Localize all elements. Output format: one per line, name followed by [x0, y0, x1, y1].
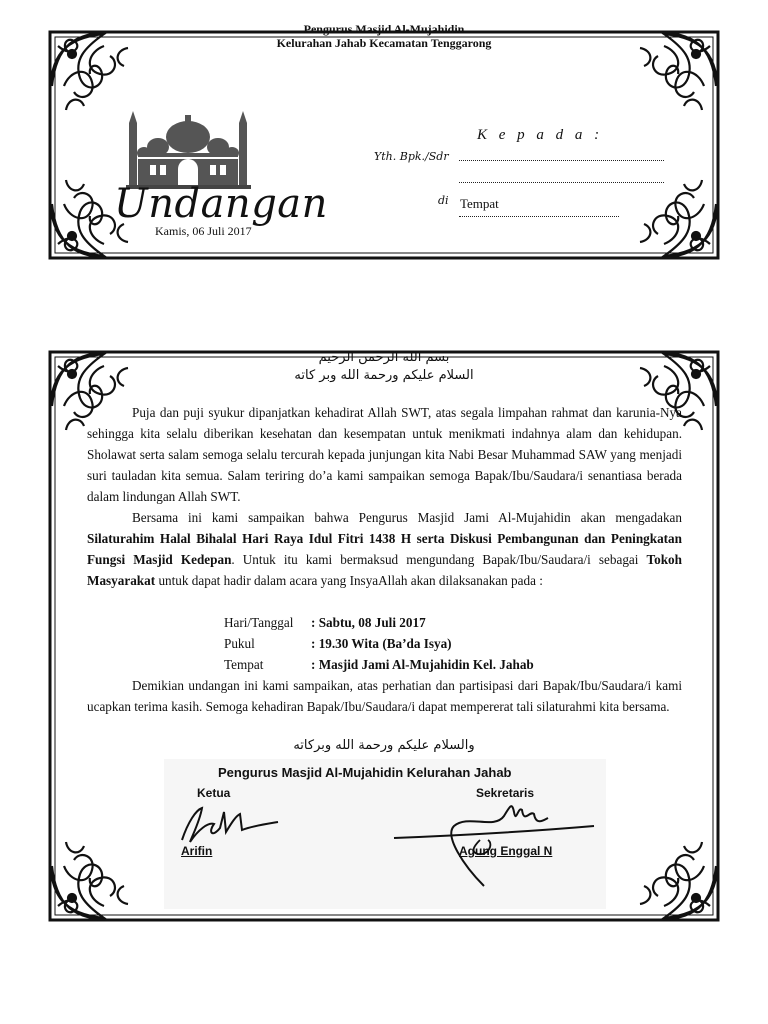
detail-row [224, 612, 534, 633]
tempat-line [459, 206, 619, 217]
announcement-end: untuk dapat hadir dalam acara yang InsyaAllah akan dilaksanakan pada : [155, 573, 543, 588]
detail-row [224, 633, 534, 654]
envelope-header-org: Pengurus Masjid Al-Mujahidin [303, 22, 465, 36]
detail-label: Pukul [224, 636, 255, 651]
detail-value: : Masjid Jami Al-Mujahidin Kel. Jahab [311, 657, 534, 672]
event-details [224, 612, 534, 675]
secretary-role: Sekretaris [476, 786, 535, 800]
chairman-signature [174, 802, 284, 847]
letter-card [44, 346, 724, 926]
salam-opening: السلام عليكم ورحمة الله وبر كاته [294, 368, 474, 383]
letter-closing [87, 675, 682, 717]
envelope-date: Kamis, 06 Juli 2017 [155, 224, 252, 238]
chairman-name: Arifin [181, 844, 213, 858]
detail-label: Hari/Tanggal [224, 615, 294, 630]
paragraph-announcement [87, 507, 682, 591]
announcement-intro: Bersama ini kami sampaikan bahwa Pengurus Masjid Jami Al-Mujahidin akan mengadakan [132, 510, 682, 525]
di-label: di [438, 194, 449, 207]
kepada-label: K e p a d a : [477, 127, 604, 143]
recipient-line-1 [459, 150, 664, 161]
secretary-name: Agung Enggal N [459, 844, 553, 858]
tempat-field: Tempat [460, 196, 499, 211]
paragraph-opening: Puja dan puji syukur dipanjatkan kehadirat Allah SWT, atas segala limpahan rahmat dan karunia-Nya sehingga kita selalu diberikan kesehatan dan kesempatan untuk menikmati indahnya alam dan kehidupan. Sholawat serta salam semoga selalu tercurah kepada junjungan kita Nabi Besar Muhammad SAW yang menjadi suri tauladan kita semua. Salam teriring do’a kami sampaikan semoga Bapak/Ibu/Saudara/i senantiasa berada dalam lindungan Allah SWT. [87, 405, 682, 504]
chairman-role: Ketua [197, 786, 231, 800]
basmalah: بسم الله الرحمن الرحيم [318, 350, 450, 365]
invitee-role: Tokoh Masyarakat [87, 552, 682, 588]
event-name: Silaturahim Halal Bihalal Hari Raya Idul Fitri 1438 H serta Diskusi Pembangunan dan Peningkatan Fungsi Masjid Kedepan [87, 531, 682, 567]
invitation-title: Undangan [114, 181, 328, 227]
recipient-line-2 [459, 172, 664, 183]
detail-value: : Sabtu, 08 Juli 2017 [311, 615, 426, 630]
paragraph-closing: Demikian undangan ini kami sampaikan, atas perhatian dan partisipasi dari Bapak/Ibu/Saudara/i kami ucapkan terima kasih. Semoga kehadiran Bapak/Ibu/Saudara/i dapat mempererat tali silaturahmi kita bersama. [87, 678, 682, 714]
salam-closing: والسلام عليكم ورحمة الله وبركاته [293, 738, 475, 753]
envelope-header-location: Kelurahan Jahab Kecamatan Tenggarong [276, 36, 492, 50]
announcement-middle: . Untuk itu kami bermaksud mengundang Bapak/Ibu/Saudara/i sebagai [231, 552, 647, 567]
yth-label: Yth. Bpk./Sdr [374, 150, 449, 163]
signature-org: Pengurus Masjid Al-Mujahidin Kelurahan Jahab [218, 765, 512, 780]
detail-label: Tempat [224, 657, 264, 672]
detail-value: : 19.30 Wita (Ba’da Isya) [311, 636, 452, 651]
letter-body [87, 402, 682, 591]
detail-row [224, 654, 534, 675]
